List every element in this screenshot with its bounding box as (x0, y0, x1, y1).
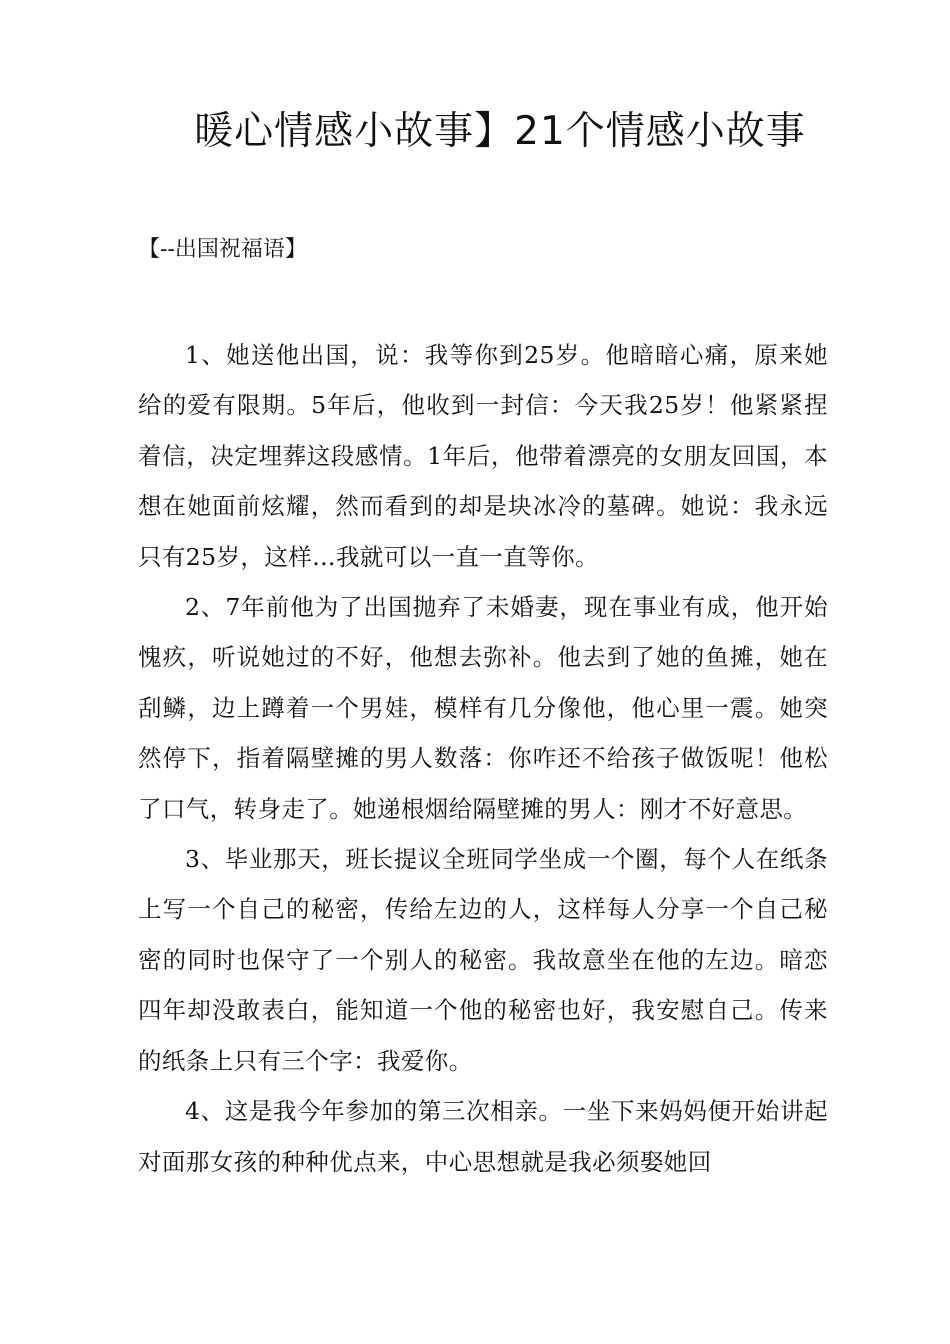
document-title: 暖心情感小故事】21个情感小故事 (194, 109, 806, 154)
story-paragraph-2: 2、7年前他为了出国抛弃了未婚妻，现在事业有成，他开始愧疚，听说她过的不好，他想去弥补。他去到了她的鱼摊，她在刮鳞，边上蹲着一个男娃，模样有几分像他，他心里一震。她突然停下，指着隔壁摊的男人数落：你咋还不给孩子做饭呢！他松了口气，转身走了。她递根烟给隔壁摊的男人：刚才不好意思。 (138, 593, 828, 823)
story-paragraph-4: 4、这是我今年参加的第三次相亲。一坐下来妈妈便开始讲起对面那女孩的种种优点来，中心思想就是我必须娶她回 (138, 1097, 828, 1176)
story-paragraph-3: 3、毕业那天，班长提议全班同学坐成一个圈，每个人在纸条上写一个自己的秘密，传给左边的人，这样每人分享一个自己秘密的同时也保守了一个别人的秘密。我故意坐在他的左边。暗恋四年却没敢表白，能知道一个他的秘密也好，我安慰自己。传来的纸条上只有三个字：我爱你。 (138, 845, 828, 1075)
document-body (138, 330, 828, 1187)
document-subtitle: 【--出国祝福语】 (138, 237, 307, 262)
story-paragraph-1: 1、她送他出国，说：我等你到25岁。他暗暗心痛，原来她给的爱有限期。5年后，他收到一封信：今天我25岁！他紧紧捏着信，决定埋葬这段感情。1年后，他带着漂亮的女朋友回国，本想在她面前炫耀，然而看到的却是块冰冷的墓碑。她说：我永远只有25岁，这样…我就可以一直一直等你。 (138, 341, 828, 571)
